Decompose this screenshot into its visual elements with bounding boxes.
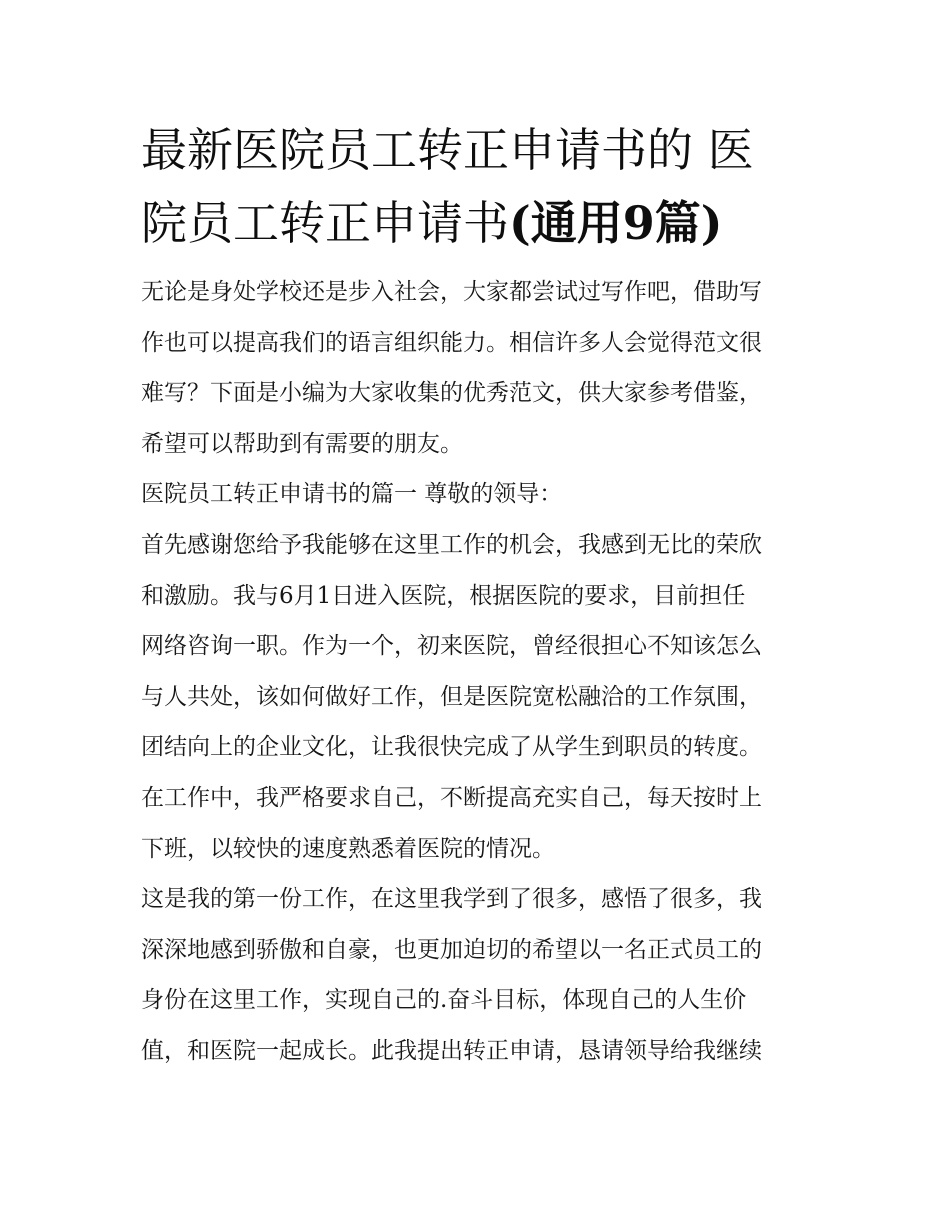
document-body <box>141 267 813 1077</box>
title-line <box>141 114 813 187</box>
document-content <box>141 114 813 1077</box>
text-line: 值，和医院一起成长。此我提出转正申请，恳请领导给我继续 <box>141 1037 762 1064</box>
text-line: 这是我的第一份工作，在这里我学到了很多，感悟了很多，我 <box>141 886 762 913</box>
text-line: 下班，以较快的速度熟悉着医院的情况。 <box>141 835 555 862</box>
text-line: 难写？下面是小编为大家收集的优秀范文，供大家参考借鉴， <box>141 380 762 407</box>
text-line: 在工作中，我严格要求自己，不断提高充实自己，每天按时上 <box>141 784 762 811</box>
section-heading-paragraph <box>141 469 813 520</box>
body-paragraph <box>141 520 813 874</box>
text-line: 身份在这里工作，实现自己的.奋斗目标，体现自己的人生价 <box>141 987 747 1014</box>
text-line: 团结向上的企业文化，让我很快完成了从学生到职员的转度。 <box>141 734 762 761</box>
title-line <box>141 187 813 260</box>
text-line: 和激励。我与6月1日进入医院，根据医院的要求，目前担任 <box>141 582 746 609</box>
text-line: 医院员工转正申请书的篇一 尊敬的领导： <box>141 481 563 508</box>
title-text: 院员工转正申请书 <box>141 196 509 250</box>
text-line: 与人共处，该如何做好工作，但是医院宽松融洽的工作氛围， <box>141 683 762 710</box>
document-title <box>141 114 813 260</box>
text-line: 希望可以帮助到有需要的朋友。 <box>141 430 463 457</box>
text-line: 无论是身处学校还是步入社会，大家都尝试过写作吧，借助写 <box>141 279 762 305</box>
title-text: 最新医院员工转正申请书的 医 <box>141 123 754 177</box>
text-line: 作也可以提高我们的语言组织能力。相信许多人会觉得范文很 <box>141 329 762 356</box>
title-text-bold: (通用9篇) <box>509 196 723 250</box>
text-line: 深深地感到骄傲和自豪，也更加迫切的希望以一名正式员工的 <box>141 936 762 963</box>
intro-paragraph <box>141 267 813 469</box>
body-paragraph <box>141 874 813 1076</box>
text-line: 首先感谢您给予我能够在这里工作的机会，我感到无比的荣欣 <box>141 531 762 558</box>
text-line: 网络咨询一职。作为一个，初来医院，曾经很担心不知该怎么 <box>141 633 762 660</box>
